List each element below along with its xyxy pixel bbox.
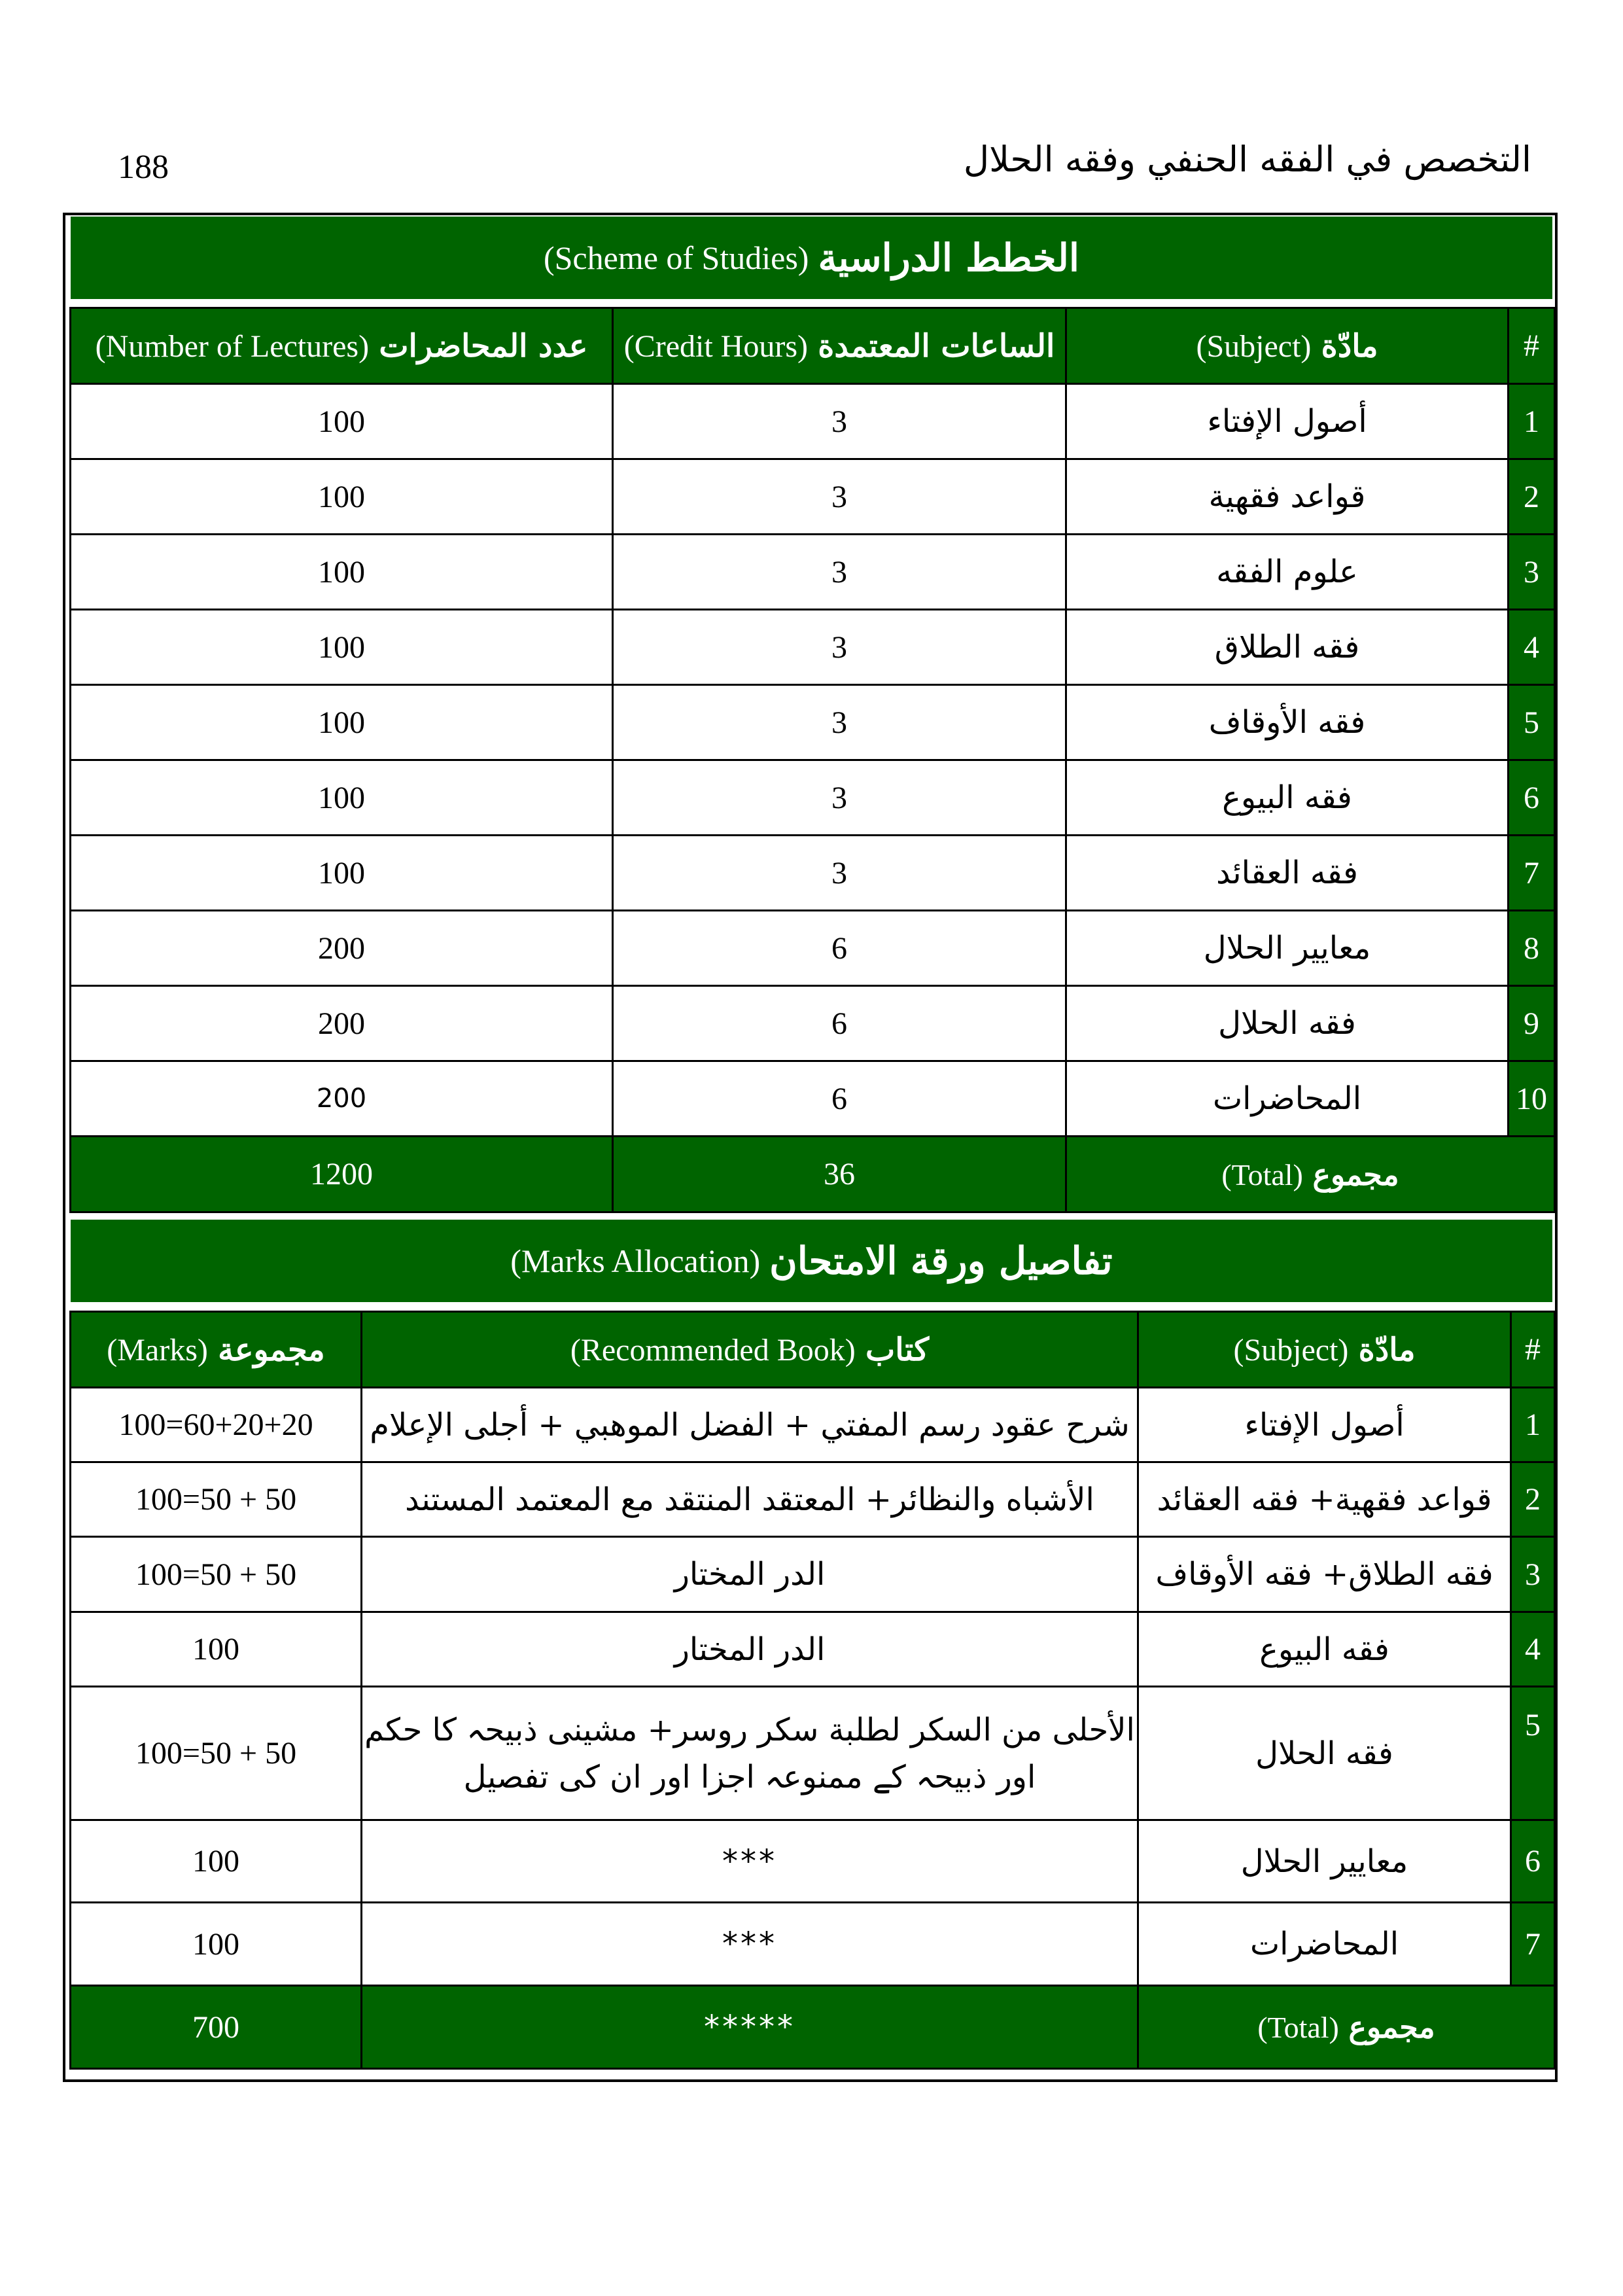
subject-cell: قواعد فقهية	[1066, 459, 1509, 535]
marks-total-label	[1138, 1986, 1555, 2069]
header-lectures-ar: عدد المحاضرات	[379, 327, 588, 364]
row-number: 2	[1511, 1462, 1555, 1537]
scheme-total-row	[71, 1137, 1555, 1212]
marks-row	[71, 1537, 1555, 1612]
row-number: 5	[1511, 1687, 1555, 1820]
row-number: 10	[1509, 1061, 1555, 1137]
header-marks	[71, 1312, 362, 1388]
header-subject	[1066, 308, 1509, 384]
header-lectures-en: (Number of Lectures)	[95, 328, 370, 364]
subject-cell: فقه الأوقاف	[1066, 685, 1509, 760]
scheme-row	[71, 610, 1555, 685]
marks-cell: 100=60+20+20	[71, 1388, 362, 1462]
book-cell: ***	[362, 1903, 1138, 1986]
book-cell: الأحلى من السكر لطلبة سكر روسر+ مشینی ذبیحہ کا حکم اور ذبیحہ کے ممنوعہ اجزا اور ان کی تفصیل	[362, 1687, 1138, 1820]
header-book-en: (Recommended Book)	[570, 1332, 856, 1368]
row-number: 2	[1509, 459, 1555, 535]
marks-body	[71, 1388, 1555, 1986]
subject-cell: معايير الحلال	[1066, 911, 1509, 986]
credit-hours-cell: 3	[613, 760, 1066, 836]
book-cell: الدر المختار	[362, 1612, 1138, 1687]
row-number: 6	[1509, 760, 1555, 836]
total-label-ar: مجموع	[1312, 1156, 1399, 1192]
header-credit-ar: الساعات المعتمدة	[818, 327, 1055, 364]
lectures-cell: 100	[71, 535, 613, 610]
marks-row	[71, 1903, 1555, 1986]
header-subject-ar: مادّة	[1321, 327, 1378, 364]
row-number: 7	[1509, 836, 1555, 911]
scheme-row	[71, 535, 1555, 610]
running-head: التخصص في الفقه الحنفي وفقه الحلال	[963, 139, 1531, 180]
marks-cell: 100=50 + 50	[71, 1687, 362, 1820]
page-number: 188	[118, 149, 169, 186]
row-number: 9	[1509, 986, 1555, 1061]
credit-hours-cell: 3	[613, 685, 1066, 760]
scheme-row	[71, 685, 1555, 760]
total-lectures: 1200	[71, 1137, 613, 1212]
row-number: 4	[1509, 610, 1555, 685]
scheme-row	[71, 384, 1555, 459]
header-marks-subject	[1138, 1312, 1511, 1388]
subject-cell: فقه الطلاق	[1066, 610, 1509, 685]
header-book-ar: كتاب	[865, 1331, 930, 1368]
marks-cell: 100	[71, 1903, 362, 1986]
marks-cell: 100=50 + 50	[71, 1537, 362, 1612]
credit-hours-cell: 6	[613, 911, 1066, 986]
subject-cell: علوم الفقه	[1066, 535, 1509, 610]
total-label	[1066, 1137, 1555, 1212]
scheme-row	[71, 1061, 1555, 1137]
subject-cell: أصول الإفتاء	[1066, 384, 1509, 459]
lectures-cell: 200	[71, 911, 613, 986]
lectures-cell: 100	[71, 685, 613, 760]
scheme-title-band	[71, 217, 1552, 299]
book-cell: الدر المختار	[362, 1537, 1138, 1612]
credit-hours-cell: 3	[613, 610, 1066, 685]
subject-cell: فقه الحلال	[1066, 986, 1509, 1061]
credit-hours-cell: 6	[613, 986, 1066, 1061]
credit-hours-cell: 3	[613, 535, 1066, 610]
scheme-title-ar: الخطط الدراسية	[818, 236, 1080, 280]
scheme-row	[71, 836, 1555, 911]
subject-cell: فقه العقائد	[1066, 836, 1509, 911]
marks-cell: 100	[71, 1612, 362, 1687]
book-cell: شرح عقود رسم المفتي + الفضل الموهبي + أجلى الإعلام	[362, 1388, 1138, 1462]
credit-hours-cell: 6	[613, 1061, 1066, 1137]
lectures-cell: 100	[71, 459, 613, 535]
scheme-row	[71, 986, 1555, 1061]
scheme-title-en: (Scheme of Studies)	[543, 239, 809, 276]
header-number: #	[1509, 308, 1555, 384]
row-number: 1	[1509, 384, 1555, 459]
row-number: 4	[1511, 1612, 1555, 1687]
row-number: 1	[1511, 1388, 1555, 1462]
marks-row	[71, 1612, 1555, 1687]
header-book	[362, 1312, 1138, 1388]
marks-cell: 100	[71, 1820, 362, 1903]
scheme-header-row	[71, 308, 1555, 384]
scheme-table	[69, 307, 1556, 1213]
scheme-row	[71, 459, 1555, 535]
credit-hours-cell: 3	[613, 384, 1066, 459]
row-number: 3	[1511, 1537, 1555, 1612]
credit-hours-cell: 3	[613, 836, 1066, 911]
lectures-cell: 100	[71, 760, 613, 836]
subject-cell: معايير الحلال	[1138, 1820, 1511, 1903]
marks-row	[71, 1820, 1555, 1903]
header-marks-subject-en: (Subject)	[1233, 1332, 1349, 1368]
lectures-cell: 100	[71, 836, 613, 911]
marks-title-ar: تفاصيل ورقة الامتحان	[769, 1239, 1113, 1283]
marks-total-row	[71, 1986, 1555, 2069]
credit-hours-cell: 3	[613, 459, 1066, 535]
total-label-en: (Total)	[1221, 1157, 1303, 1192]
marks-row	[71, 1388, 1555, 1462]
header-credit-en: (Credit Hours)	[623, 328, 808, 364]
marks-total-label-ar: مجموع	[1348, 2009, 1435, 2045]
subject-cell: المحاضرات	[1138, 1903, 1511, 1986]
marks-total-book: *****	[362, 1986, 1138, 2069]
scheme-body	[71, 384, 1555, 1137]
header-credit-hours	[613, 308, 1066, 384]
header-subject-en: (Subject)	[1196, 328, 1312, 364]
subject-cell: فقه الطلاق+ فقه الأوقاف	[1138, 1537, 1511, 1612]
scheme-row	[71, 760, 1555, 836]
subject-cell: أصول الإفتاء	[1138, 1388, 1511, 1462]
row-number: 3	[1509, 535, 1555, 610]
marks-cell: 100=50 + 50	[71, 1462, 362, 1537]
marks-total-value: 700	[71, 1986, 362, 2069]
scheme-row	[71, 911, 1555, 986]
marks-title-en: (Marks Allocation)	[510, 1243, 761, 1279]
total-credit-hours: 36	[613, 1137, 1066, 1212]
marks-row	[71, 1687, 1555, 1820]
subject-cell: المحاضرات	[1066, 1061, 1509, 1137]
row-number: 8	[1509, 911, 1555, 986]
subject-cell: فقه الحلال	[1138, 1687, 1511, 1820]
header-lectures	[71, 308, 613, 384]
lectures-cell: 200	[71, 1061, 613, 1137]
header-marks-subject-ar: مادّة	[1358, 1331, 1416, 1368]
lectures-cell: 200	[71, 986, 613, 1061]
header-marks-number: #	[1511, 1312, 1555, 1388]
book-cell: الأشباه والنظائر+ المعتقد المنتقد مع المعتمد المستند	[362, 1462, 1138, 1537]
lectures-cell: 100	[71, 610, 613, 685]
subject-cell: فقه البيوع	[1138, 1612, 1511, 1687]
marks-header-row	[71, 1312, 1555, 1388]
subject-cell: قواعد فقهية+ فقه العقائد	[1138, 1462, 1511, 1537]
lectures-cell: 100	[71, 384, 613, 459]
row-number: 5	[1509, 685, 1555, 760]
marks-title-band	[71, 1220, 1552, 1302]
subject-cell: فقه البيوع	[1066, 760, 1509, 836]
marks-total-label-en: (Total)	[1257, 2011, 1339, 2044]
header-marks-en: (Marks)	[107, 1332, 208, 1368]
marks-row	[71, 1462, 1555, 1537]
header-marks-ar: مجموعة	[218, 1331, 325, 1368]
row-number: 6	[1511, 1820, 1555, 1903]
marks-table	[69, 1311, 1556, 2070]
row-number: 7	[1511, 1903, 1555, 1986]
book-cell: ***	[362, 1820, 1138, 1903]
